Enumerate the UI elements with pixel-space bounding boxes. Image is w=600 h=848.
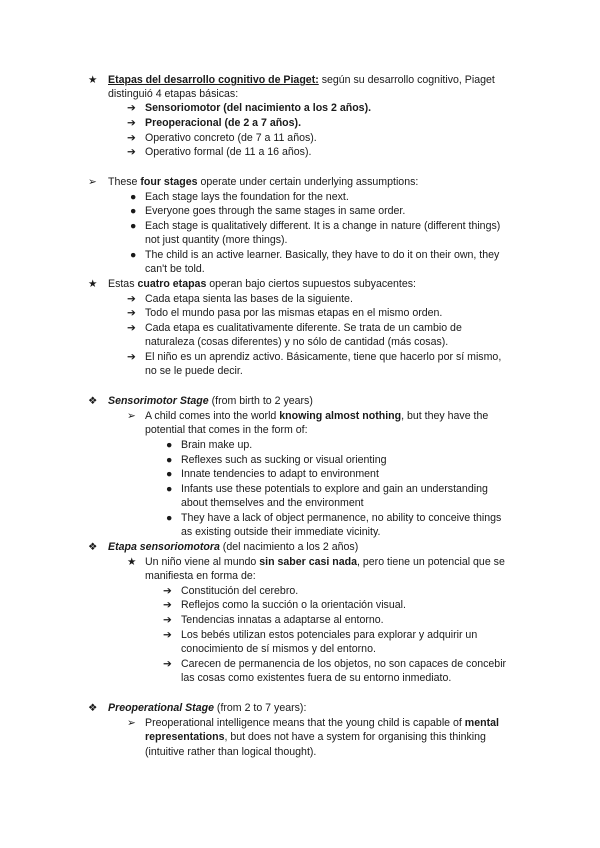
arrow-bullet-icon: ➔ — [163, 658, 172, 670]
sec5-heading: Etapa sensoriomotora (del nacimiento a los 2 años) — [108, 541, 359, 553]
sec1-heading-cont: distinguió 4 etapas básicas: — [108, 88, 239, 100]
list-item-cont: no se le puede decir. — [145, 365, 243, 377]
star-bullet-icon: ★ — [88, 278, 98, 290]
list-item-cont: not just quantity (more things). — [145, 234, 288, 246]
diamond-bullet-icon: ❖ — [88, 541, 98, 553]
list-item: Sensoriomotor (del nacimiento a los 2 años). — [145, 102, 372, 114]
list-item: Reflexes such as sucking or visual orienting — [181, 454, 387, 466]
arrow-bullet-icon: ➔ — [127, 293, 136, 305]
list-item-cont: conocimiento de sí mismos y del entorno. — [181, 643, 376, 655]
sec5-sub: Un niño viene al mundo sin saber casi nada, pero tiene un potencial que se — [145, 556, 505, 568]
list-item: Cada etapa es cualitativamente diferente. Se trata de un cambio de — [145, 322, 462, 334]
dot-bullet-icon: ● — [166, 483, 173, 495]
list-item-cont: as existing outside their immediate vicinity. — [181, 526, 381, 538]
arrow-bullet-icon: ➔ — [127, 351, 136, 363]
sec1-title: Etapas del desarrollo cognitivo de Piaget: — [108, 74, 319, 86]
list-item: Tendencias innatas a adaptarse al entorno. — [181, 614, 384, 626]
arrow-bullet-icon: ➔ — [163, 629, 172, 641]
arrow-bullet-icon: ➔ — [127, 146, 136, 158]
list-item: Todo el mundo pasa por las mismas etapas en el mismo orden. — [145, 307, 443, 319]
list-item: The child is an active learner. Basically, they have to do it on their own, they — [145, 249, 500, 261]
diamond-bullet-icon: ❖ — [88, 702, 98, 714]
sec6-sub-cont: representations, but does not have a system for organising this thinking — [145, 731, 486, 743]
sec4-heading: Sensorimotor Stage (from birth to 2 years) — [108, 395, 313, 407]
dot-bullet-icon: ● — [130, 249, 137, 261]
arrow-bullet-icon: ➔ — [127, 307, 136, 319]
arrow-bullet-icon: ➔ — [163, 614, 172, 626]
dot-bullet-icon: ● — [166, 439, 173, 451]
dot-bullet-icon: ● — [130, 205, 137, 217]
sec3-heading: Estas cuatro etapas operan bajo ciertos supuestos subyacentes: — [108, 278, 416, 290]
list-item-cont: can't be told. — [145, 263, 205, 275]
list-item-cont: naturaleza (cosas diferentes) y no sólo de cantidad (más cosas). — [145, 336, 449, 348]
list-item: Everyone goes through the same stages in same order. — [145, 205, 406, 217]
diamond-bullet-icon: ❖ — [88, 395, 98, 407]
dot-bullet-icon: ● — [130, 220, 137, 232]
arrow-bullet-icon: ➔ — [163, 585, 172, 597]
chevron-arrow-bullet-icon: ➢ — [127, 717, 136, 729]
dot-bullet-icon: ● — [166, 468, 173, 480]
list-item: Brain make up. — [181, 439, 253, 451]
sec4-sub: A child comes into the world knowing almost nothing, but they have the — [145, 410, 489, 422]
sec4-sub-cont: potential that comes in the form of: — [145, 424, 308, 436]
sec6-heading: Preoperational Stage (from 2 to 7 years): — [108, 702, 307, 714]
sec2-heading: These four stages operate under certain underlying assumptions: — [108, 176, 419, 188]
list-item: They have a lack of object permanence, no ability to conceive things — [181, 512, 502, 524]
chevron-arrow-bullet-icon: ➢ — [88, 176, 97, 188]
star-bullet-icon: ★ — [88, 74, 98, 86]
star-bullet-icon: ★ — [127, 556, 137, 568]
list-item: Each stage is qualitatively different. It is a change in nature (different things) — [145, 220, 501, 232]
sec1-heading: Etapas del desarrollo cognitivo de Piaget: según su desarrollo cognitivo, Piaget — [108, 74, 495, 86]
arrow-bullet-icon: ➔ — [127, 322, 136, 334]
list-item: Los bebés utilizan estos potenciales para explorar y adquirir un — [181, 629, 478, 641]
arrow-bullet-icon: ➔ — [127, 102, 136, 114]
list-item: Infants use these potentials to explore and gain an understanding — [181, 483, 488, 495]
list-item: Preoperacional (de 2 a 7 años). — [145, 117, 302, 129]
list-item: Each stage lays the foundation for the next. — [145, 191, 349, 203]
dot-bullet-icon: ● — [130, 191, 137, 203]
dot-bullet-icon: ● — [166, 454, 173, 466]
list-item: Carecen de permanencia de los objetos, no son capaces de concebir — [181, 658, 507, 670]
list-item: Operativo formal (de 11 a 16 años). — [145, 146, 312, 158]
list-item: El niño es un aprendiz activo. Básicamente, tiene que hacerlo por sí mismo, — [145, 351, 502, 363]
list-item: Reflejos como la succión o la orientación visual. — [181, 599, 406, 611]
sec6-sub-cont2: (intuitive rather than logical thought). — [145, 746, 317, 758]
list-item: Operativo concreto (de 7 a 11 años). — [145, 132, 317, 144]
sec6-sub: Preoperational intelligence means that the young child is capable of mental — [145, 717, 499, 729]
arrow-bullet-icon: ➔ — [127, 117, 136, 129]
list-item: Constitución del cerebro. — [181, 585, 299, 597]
arrow-bullet-icon: ➔ — [163, 599, 172, 611]
dot-bullet-icon: ● — [166, 512, 173, 524]
list-item: Cada etapa sienta las bases de la siguiente. — [145, 293, 353, 305]
list-item-cont: las cosas como existentes fuera de su entorno inmediato. — [181, 672, 452, 684]
arrow-bullet-icon: ➔ — [127, 132, 136, 144]
sec5-sub-cont: manifiesta en forma de: — [145, 570, 256, 582]
list-item: Innate tendencies to adapt to environment — [181, 468, 379, 480]
chevron-arrow-bullet-icon: ➢ — [127, 410, 136, 422]
list-item-cont: about themselves and the environment — [181, 497, 364, 509]
